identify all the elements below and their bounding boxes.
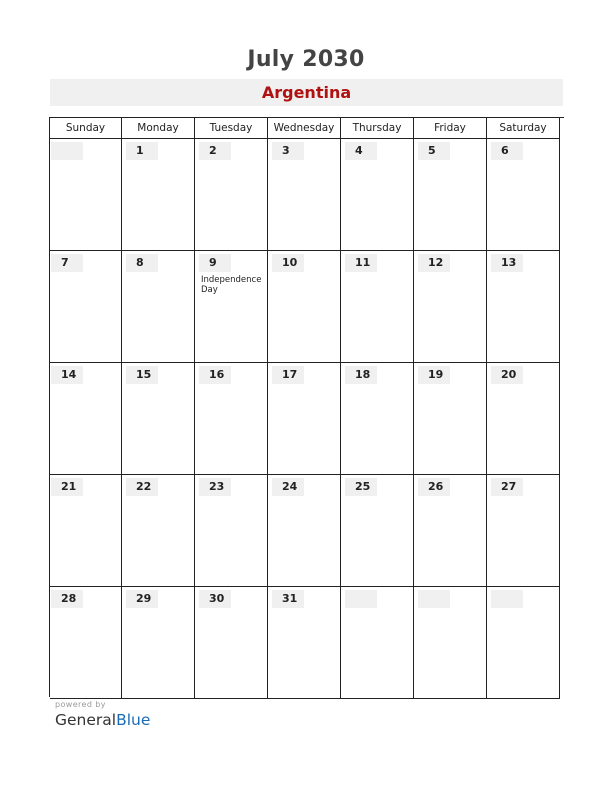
day-number: 4 bbox=[345, 142, 377, 160]
day-number: 22 bbox=[126, 478, 158, 496]
day-cell[interactable] bbox=[122, 139, 195, 251]
weekday-monday: Monday bbox=[122, 118, 195, 139]
day-number: 12 bbox=[418, 254, 450, 272]
day-number: 15 bbox=[126, 366, 158, 384]
day-number: 2 bbox=[199, 142, 231, 160]
day-number: 26 bbox=[418, 478, 450, 496]
weekday-wednesday: Wednesday bbox=[268, 118, 341, 139]
day-number bbox=[418, 590, 450, 608]
day-number: 19 bbox=[418, 366, 450, 384]
day-number: 25 bbox=[345, 478, 377, 496]
brand-general-text: General bbox=[55, 711, 117, 729]
footer bbox=[55, 700, 150, 729]
day-cell[interactable] bbox=[487, 251, 560, 363]
day-cell[interactable] bbox=[122, 251, 195, 363]
day-number: 24 bbox=[272, 478, 304, 496]
day-cell[interactable] bbox=[195, 139, 268, 251]
powered-by-text: powered by bbox=[55, 700, 106, 709]
day-number: 28 bbox=[51, 590, 83, 608]
day-cell[interactable] bbox=[414, 363, 487, 475]
country-name: Argentina bbox=[261, 83, 352, 102]
day-number: 23 bbox=[199, 478, 231, 496]
day-cell[interactable] bbox=[414, 139, 487, 251]
day-number: 14 bbox=[51, 366, 83, 384]
day-cell[interactable] bbox=[414, 475, 487, 587]
day-cell[interactable] bbox=[50, 475, 122, 587]
day-cell[interactable] bbox=[50, 251, 122, 363]
day-number: 13 bbox=[491, 254, 523, 272]
day-cell[interactable] bbox=[268, 363, 341, 475]
weekday-friday: Friday bbox=[414, 118, 487, 139]
day-number: 31 bbox=[272, 590, 304, 608]
day-cell[interactable] bbox=[122, 363, 195, 475]
day-cell[interactable] bbox=[50, 587, 122, 699]
calendar-title: July 2030 bbox=[247, 47, 365, 72]
day-cell[interactable] bbox=[341, 139, 414, 251]
day-number bbox=[51, 142, 83, 160]
month-calendar bbox=[49, 117, 564, 697]
day-cell[interactable] bbox=[50, 363, 122, 475]
day-number: 20 bbox=[491, 366, 523, 384]
generalblue-logo[interactable] bbox=[55, 711, 150, 729]
day-number: 10 bbox=[272, 254, 304, 272]
weekday-sunday: Sunday bbox=[50, 118, 122, 139]
day-cell[interactable] bbox=[195, 363, 268, 475]
day-cell[interactable] bbox=[414, 587, 487, 699]
day-cell[interactable] bbox=[487, 139, 560, 251]
day-cell[interactable] bbox=[341, 587, 414, 699]
day-cell[interactable] bbox=[341, 363, 414, 475]
day-cell[interactable] bbox=[341, 475, 414, 587]
day-number: 9 bbox=[199, 254, 231, 272]
day-cell[interactable] bbox=[268, 139, 341, 251]
day-cell[interactable] bbox=[268, 587, 341, 699]
day-cell[interactable] bbox=[268, 251, 341, 363]
weekday-header bbox=[50, 118, 564, 139]
weekday-tuesday: Tuesday bbox=[195, 118, 268, 139]
day-number: 17 bbox=[272, 366, 304, 384]
brand-blue-text: Blue bbox=[116, 711, 151, 729]
day-number: 5 bbox=[418, 142, 450, 160]
day-cell[interactable] bbox=[341, 251, 414, 363]
day-number: 29 bbox=[126, 590, 158, 608]
day-number: 8 bbox=[126, 254, 158, 272]
day-number: 30 bbox=[199, 590, 231, 608]
day-cell[interactable] bbox=[195, 587, 268, 699]
day-cell[interactable] bbox=[195, 251, 268, 363]
day-number: 7 bbox=[51, 254, 83, 272]
day-cell[interactable] bbox=[122, 587, 195, 699]
day-cell[interactable] bbox=[268, 475, 341, 587]
day-cell[interactable] bbox=[414, 251, 487, 363]
day-cell[interactable] bbox=[195, 475, 268, 587]
day-cell[interactable] bbox=[487, 587, 560, 699]
day-number: 11 bbox=[345, 254, 377, 272]
day-number: 1 bbox=[126, 142, 158, 160]
day-cell[interactable] bbox=[487, 475, 560, 587]
day-number: 21 bbox=[51, 478, 83, 496]
day-cell[interactable] bbox=[50, 139, 122, 251]
day-number: 16 bbox=[199, 366, 231, 384]
calendar-grid bbox=[50, 139, 564, 699]
day-number: 27 bbox=[491, 478, 523, 496]
weekday-thursday: Thursday bbox=[341, 118, 414, 139]
weekday-saturday: Saturday bbox=[487, 118, 560, 139]
day-cell[interactable] bbox=[487, 363, 560, 475]
day-number: 3 bbox=[272, 142, 304, 160]
holiday-label: Independence Day bbox=[201, 275, 262, 295]
day-number: 6 bbox=[491, 142, 523, 160]
day-number bbox=[491, 590, 523, 608]
day-number bbox=[345, 590, 377, 608]
day-cell[interactable] bbox=[122, 475, 195, 587]
day-number: 18 bbox=[345, 366, 377, 384]
country-banner bbox=[50, 79, 563, 106]
